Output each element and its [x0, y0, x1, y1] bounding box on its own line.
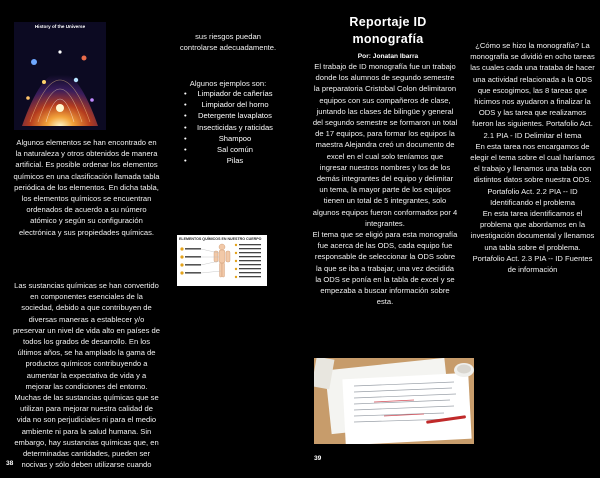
- universe-history-image: [14, 22, 106, 130]
- list-item: • Limpiador del horno: [176, 99, 286, 110]
- col3-paragraph-2: El tema que se eligió para esta monografía fue acerca de las ODS, cada equipo fue responsable de seleccionar la ODS sobre la que se iba a trabajar, una vez decidida la ODS se ponía en la tabla de excel y se empezaba a buscar información sobre esta.: [312, 230, 458, 307]
- list-item: • Detergente lavaplatos: [176, 110, 286, 121]
- list-item: • Limpiador de cañerías: [176, 88, 286, 99]
- list-item: • Shampoo: [176, 133, 286, 144]
- col3-paragraphs: [312, 61, 458, 307]
- list-item: • Sal común: [176, 144, 286, 155]
- article-title: Reportaje ID monografía: [349, 15, 427, 46]
- page-number-left: 38: [6, 460, 14, 467]
- examples-heading: Algunos ejemplos son:: [189, 79, 267, 88]
- col3-paragraph-1: El trabajo de ID monografía fue un trabajo donde los alumnos de segundo semestre la preparatoria Cristobal Colon delimitaron equipos con sus compañeros de clase, juntando las clases de bilingüe y general del segundo semestre se formaron un total de 17 equipos, para formar los equipos la maestra Alejandra creó un documento de excel en el cual solo teníamos que ingresar nuestros nombres y los de los demás integrantes del equipo y delimitar un tema, la mayor parte de los equipos tienen un total de 5 integrantes, solo algunos equipos fueron conformados por 4 integrantes.: [312, 62, 458, 228]
- elements-image-title: ELEMENTOS QUÍMICOS EN NUESTRO CUERPO: [179, 237, 262, 241]
- article-byline: Por: Jonatan Ibarra: [357, 53, 419, 60]
- desk-documents-photo: [314, 358, 474, 444]
- col4-paragraph-4: En esta tarea identificamos el problema que abordamos en la investigación documental y llenamos una tabla sobre el problema.: [470, 209, 595, 252]
- body-elements-image: [177, 235, 267, 286]
- list-item: • Insecticidas y raticidas: [176, 122, 286, 133]
- col4-paragraph-3: Portafolio Act. 2.2 PIA -- ID Identificando el problema: [487, 186, 578, 207]
- page-number-right: 39: [314, 455, 322, 462]
- examples-list: [176, 88, 286, 166]
- col4-paragraphs: [470, 40, 595, 275]
- col2-intro: sus riesgos puedan controlarse adecuadamente.: [179, 32, 277, 53]
- col4-paragraph-5: Portafolio Act. 2.3 PIA -- ID Fuentes de información: [472, 253, 593, 275]
- col1-paragraph-2: Las sustancias químicas se han convertido en componentes esenciales de la sociedad, debido a que contribuyen de diversas maneras a establecer y/o preservar un nivel de vida alto en países de todos los grados de desarrollo. En los últimos años, se ha ampliado la gama de productos químicos contribuyendo a aumentar la expectativa de vida y a mejorar las condiciones del entorno. Muchas de las sustancias químicas que se utilizan para mejorar nuestra calidad de vida no son perjudiciales ni para el medio ambiente ni para la salud humana. Sin embargo, hay sustancias químicas que, en determinadas cantidades, pueden ser nocivas y sólo deben utilizarse cuando: [13, 281, 160, 470]
- list-item: • Pilas: [176, 155, 286, 166]
- universe-image-title: History of the Universe: [34, 24, 86, 29]
- col4-paragraph-2: En esta tarea nos encargamos de elegir el tema sobre el cual haríamos el trabajo y llenamos una tabla con distintos datos sobre nuestra ODS.: [470, 141, 595, 185]
- col1-paragraph-1: Algunos elementos se han encontrado en la naturaleza y otros obtenidos de manera artificial. Es posible ordenar los elementos químicos en una clasificación llamada tabla periódica de los elementos. En dicha tabla, los elementos químicos se encuentran ordenados de acuerdo a su número atómico y según su configuración electrónica y sus propiedades químicas.: [13, 138, 160, 237]
- col4-paragraph-1: ¿Cómo se hizo la monografía? La monografía se dividió en ocho tareas las cuales cada una trataba de hacer una actividad relacionada a la ODS que escogimos, las 8 tareas que hicimos nos ayudaron a finalizar la ODS y las tarea que realizamos fueron las siguientes. Portafolio Act. 2.1 PIA - ID Delimitar el tema: [470, 41, 595, 140]
